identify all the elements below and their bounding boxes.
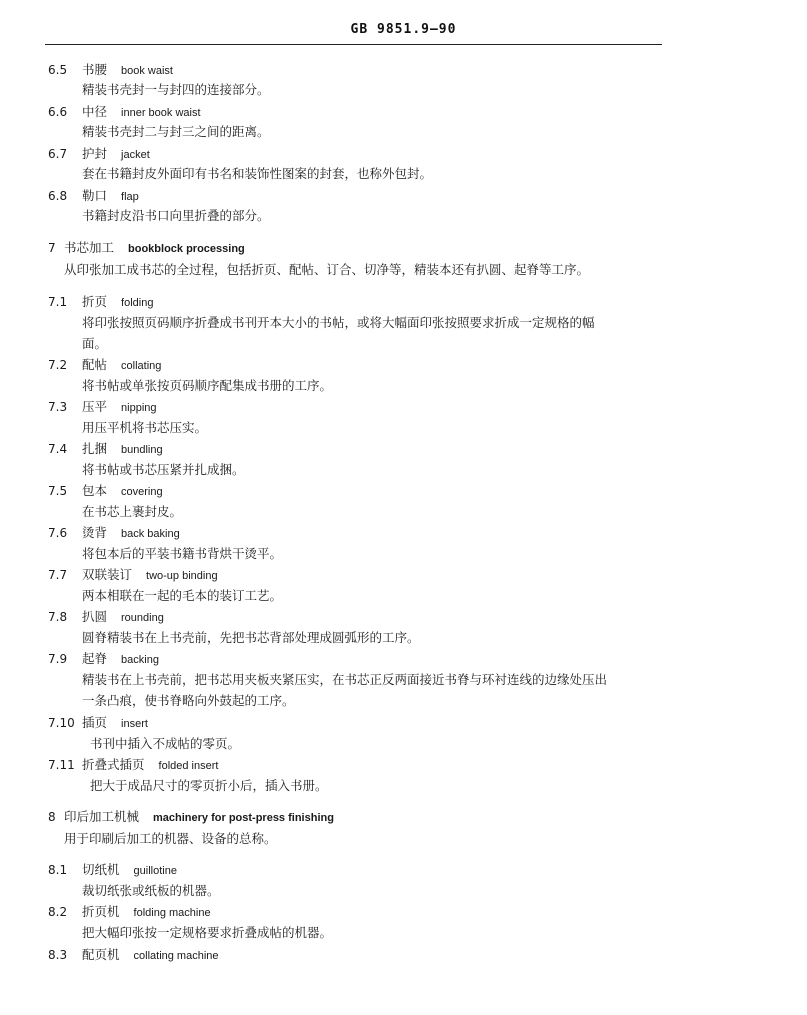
term-english: folded insert [158, 760, 219, 772]
term-chinese: 起脊 [82, 651, 108, 666]
term-number: 6.8 [48, 189, 68, 203]
term-chinese: 勒口 [82, 188, 108, 203]
term-number: 8.2 [48, 905, 68, 919]
term-definition: 把大幅印张按一定规格要求折叠成帖的机器。 [82, 925, 333, 940]
term-chinese: 配帖 [82, 357, 108, 372]
term-english: inner book waist [121, 107, 201, 119]
term-number: 7 [48, 241, 56, 255]
term-number: 8.1 [48, 863, 68, 877]
term-chinese: 包本 [82, 483, 108, 498]
term-chinese: 配页机 [82, 947, 120, 962]
term-english: two-up binding [146, 570, 218, 582]
term-number: 7.1 [48, 295, 68, 309]
term-number: 6.5 [48, 63, 68, 77]
term-number: 7.10 [48, 716, 75, 730]
header-rule [45, 44, 662, 45]
term-definition: 将书帖或单张按页码顺序配集成书册的工序。 [82, 378, 333, 393]
term-chinese: 护封 [82, 146, 108, 161]
term-number: 7.2 [48, 358, 68, 372]
term-definition: 裁切纸张或纸板的机器。 [82, 883, 220, 898]
term-definition: 精装书壳封一与封四的连接部分。 [82, 82, 270, 97]
term-definition: 圆脊精装书在上书壳前，先把书芯背部处理成圆弧形的工序。 [82, 630, 420, 645]
term-definition: 精装书在上书壳前，把书芯用夹板夹紧压实，在书芯正反两面接近书脊与环衬连线的边缘处压出 [82, 672, 608, 687]
term-english: collating [121, 360, 162, 372]
term-english: insert [121, 718, 148, 730]
term-chinese: 中径 [82, 104, 108, 119]
term-definition: 用于印刷后加工的机器、设备的总称。 [64, 831, 277, 846]
term-english: bundling [121, 444, 163, 456]
term-english: folding [121, 297, 154, 309]
term-chinese: 折页机 [82, 904, 120, 919]
term-english: backing [121, 654, 159, 666]
term-english: collating machine [133, 950, 219, 962]
term-number: 7.8 [48, 610, 68, 624]
term-number: 7.5 [48, 484, 68, 498]
document-header: GB 9851.9—90 [350, 22, 457, 37]
term-chinese: 扒圆 [82, 609, 108, 624]
term-chinese: 插页 [82, 715, 108, 730]
term-english: flap [121, 191, 139, 203]
term-chinese: 印后加工机械 [64, 809, 140, 824]
term-definition: 面。 [82, 336, 108, 351]
term-definition: 从印张加工成书芯的全过程，包括折页、配帖、订合、切净等，精装本还有扒圆、起脊等工序。 [64, 262, 590, 277]
term-english: bookblock processing [128, 243, 245, 255]
term-chinese: 折叠式插页 [82, 757, 145, 772]
term-chinese: 压平 [82, 399, 108, 414]
term-english: rounding [121, 612, 164, 624]
term-chinese: 扎捆 [82, 441, 108, 456]
term-number: 8 [48, 810, 56, 824]
term-chinese: 切纸机 [82, 862, 120, 877]
term-definition: 将印张按照页码顺序折叠成书刊开本大小的书帖，或将大幅面印张按照要求折成一定规格的幅 [82, 315, 595, 330]
term-definition: 套在书籍封皮外面印有书名和装饰性图案的封套，也称外包封。 [82, 166, 433, 181]
term-definition: 一条凸痕，使书脊略向外鼓起的工序。 [82, 693, 295, 708]
term-number: 8.3 [48, 948, 68, 962]
term-definition: 书刊中插入不成帖的零页。 [90, 736, 241, 751]
term-english: covering [121, 486, 163, 498]
term-english: back baking [121, 528, 180, 540]
term-number: 7.4 [48, 442, 68, 456]
term-number: 7.6 [48, 526, 68, 540]
term-chinese: 双联装订 [82, 567, 133, 582]
term-definition: 在书芯上裹封皮。 [82, 504, 183, 519]
term-chinese: 折页 [82, 294, 108, 309]
term-definition: 精装书壳封二与封三之间的距离。 [82, 124, 270, 139]
term-definition: 将包本后的平装书籍书背烘干烫平。 [82, 546, 283, 561]
term-number: 7.3 [48, 400, 68, 414]
term-english: guillotine [133, 865, 177, 877]
term-chinese: 烫背 [82, 525, 108, 540]
term-number: 7.11 [48, 758, 75, 772]
term-english: nipping [121, 402, 157, 414]
term-chinese: 书腰 [82, 62, 108, 77]
term-definition: 两本相联在一起的毛本的装订工艺。 [82, 588, 283, 603]
term-definition: 用压平机将书芯压实。 [82, 420, 208, 435]
term-english: folding machine [133, 907, 211, 919]
term-english: jacket [121, 149, 150, 161]
term-number: 7.9 [48, 652, 68, 666]
term-definition: 把大于成品尺寸的零页折小后，插入书册。 [90, 778, 328, 793]
term-chinese: 书芯加工 [64, 240, 115, 255]
term-definition: 书籍封皮沿书口向里折叠的部分。 [82, 208, 270, 223]
term-number: 7.7 [48, 568, 68, 582]
term-number: 6.7 [48, 147, 68, 161]
term-definition: 将书帖或书芯压紧并扎成捆。 [82, 462, 245, 477]
term-number: 6.6 [48, 105, 68, 119]
term-english: machinery for post-press finishing [153, 812, 334, 824]
term-english: book waist [121, 65, 173, 77]
